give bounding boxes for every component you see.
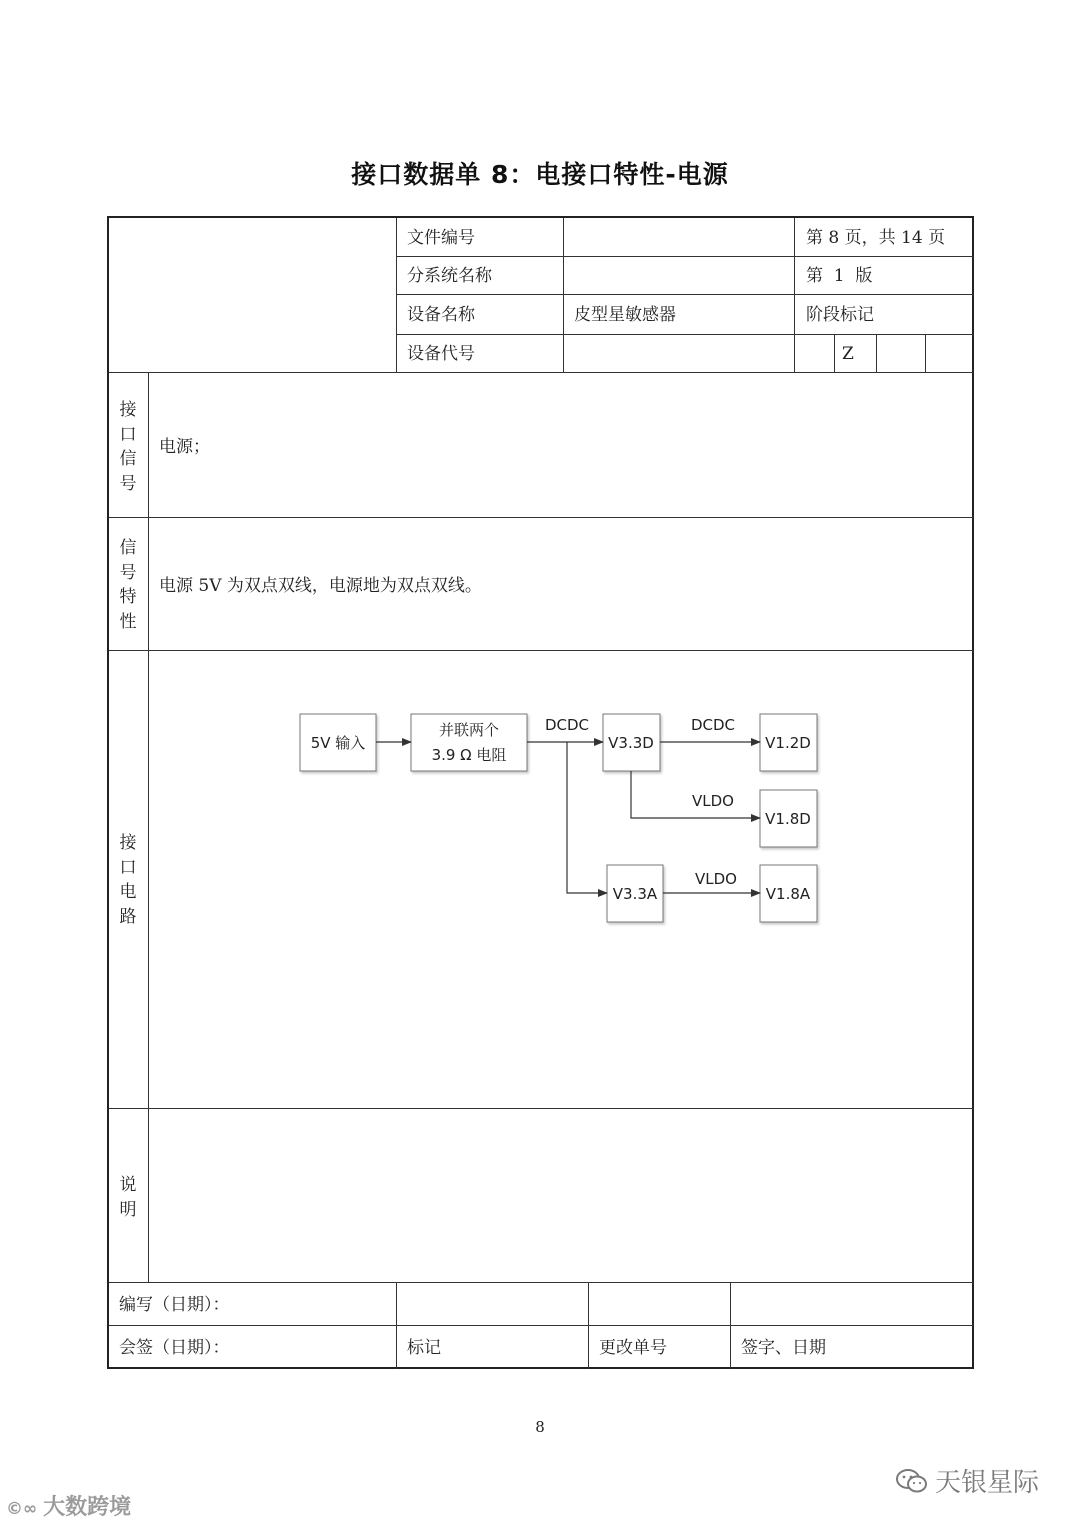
svg-text:V1.8A: V1.8A [765, 885, 811, 903]
circuit-section-label: 接 口 电 路 [119, 833, 137, 927]
compile-date-label: 编写（日期）： [119, 1295, 230, 1315]
device-name-value: 皮型星敏感器 [574, 305, 676, 325]
right-watermark: 天银星际 [895, 1462, 1039, 1499]
page-number: 8 [535, 1418, 545, 1436]
note-section-label: 说 明 [119, 1175, 137, 1220]
characteristics-section-label: 信 号 特 性 [119, 538, 137, 632]
device-code-label: 设备代号 [407, 344, 475, 364]
dcdc-label-1: DCDC [544, 716, 590, 734]
parallel-resistor-box [411, 714, 527, 771]
characteristics-text: 电源 5V 为双点双线，电源地为双点双线。 [159, 576, 482, 596]
left-watermark: ©∞ 大数跨境 [6, 1495, 132, 1520]
v18d-box [760, 790, 817, 847]
sign-date-label: 签字、日期 [741, 1338, 826, 1358]
power-circuit-diagram [290, 705, 830, 935]
v33d-box [603, 714, 660, 771]
svg-text:V3.3D: V3.3D [608, 734, 654, 752]
svg-text:3.9 Ω 电阻: 3.9 Ω 电阻 [431, 746, 507, 764]
signal-text: 电源； [159, 437, 210, 457]
svg-text:5V 输入: 5V 输入 [310, 734, 366, 752]
page-info: 第 8 页，共 14 页 [806, 228, 946, 248]
page-title: 接口数据单 8：电接口特性-电源 [351, 160, 729, 189]
vldo-label-1: VLDO [692, 792, 734, 810]
arrow-resistor-to-v33a [567, 742, 607, 893]
v33a-box [607, 865, 663, 922]
watermark-logo-icon: ©∞ [6, 1499, 38, 1519]
signal-section-label: 接 口 信 号 [119, 400, 137, 494]
change-number-label: 更改单号 [599, 1338, 667, 1358]
file-number-label: 文件编号 [407, 228, 475, 248]
countersign-date-label: 会签（日期）： [119, 1338, 230, 1358]
svg-text:并联两个: 并联两个 [438, 721, 500, 739]
input-5v-box [300, 714, 376, 771]
edition: 第 1 版 [806, 266, 873, 286]
stage-label: 阶段标记 [806, 305, 874, 325]
dcdc-label-2: DCDC [690, 716, 736, 734]
stage-value: Z [842, 344, 854, 364]
svg-text:V1.8D: V1.8D [765, 810, 811, 828]
v18a-box [760, 865, 817, 922]
device-name-label: 设备名称 [407, 305, 475, 325]
mark-label: 标记 [407, 1338, 441, 1358]
wechat-icon [895, 1468, 929, 1494]
svg-text:V3.3A: V3.3A [612, 885, 658, 903]
vldo-label-2: VLDO [695, 870, 737, 888]
subsystem-label: 分系统名称 [407, 266, 492, 286]
v12d-box [760, 714, 817, 771]
svg-text:V1.2D: V1.2D [765, 734, 811, 752]
